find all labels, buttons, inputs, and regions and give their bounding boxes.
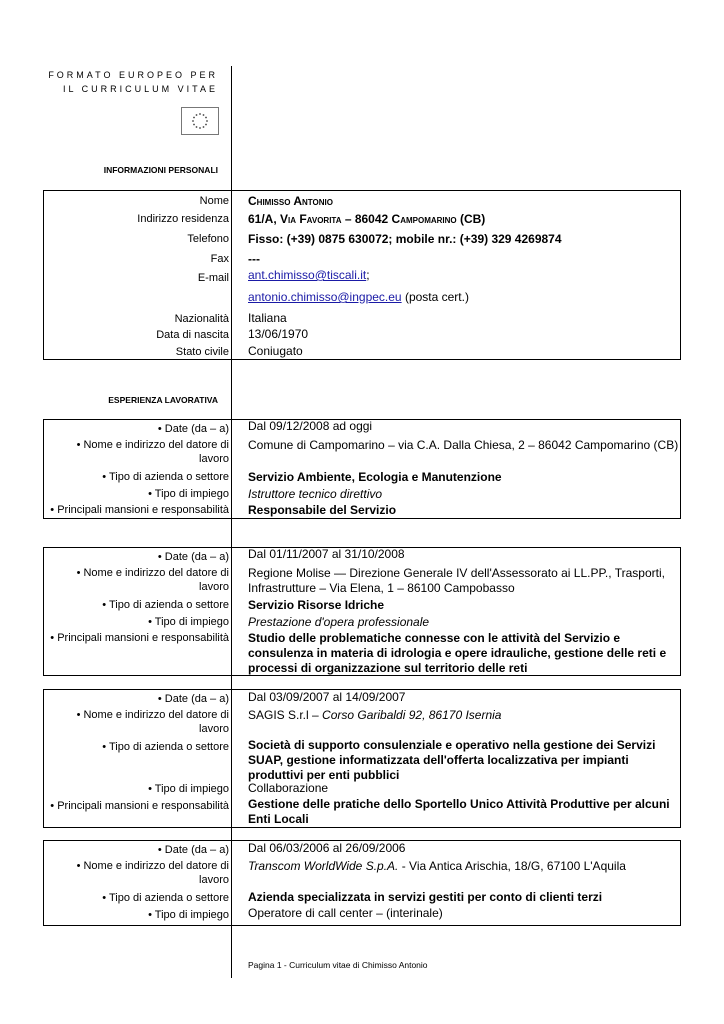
job2-mansioni: Studio delle problematiche connesse con le attività del Servizio e consulenza in materia di idrologia e opere idrauliche, gestione delle reti e processi di organizzazione sul territorio delle reti (248, 631, 667, 675)
value-email-2: antonio.chimisso@ingpec.eu (posta cert.) (248, 290, 469, 304)
label-datore-2: lavoro (199, 874, 229, 886)
label-nome: Nome (199, 195, 229, 207)
label-azienda: • Tipo di azienda o settore (102, 892, 229, 904)
job4-date: Dal 06/03/2006 al 26/09/2006 (248, 841, 406, 855)
job1-date: Dal 09/12/2008 ad oggi (248, 419, 373, 433)
label-azienda: • Tipo di azienda o settore (102, 471, 229, 483)
label-azienda: • Tipo di azienda o settore (102, 741, 229, 753)
email-link-1[interactable]: ant.chimisso@tiscali.it (248, 268, 367, 282)
header-line-1: FORMATO EUROPEO PER (48, 70, 218, 80)
job2-date: Dal 01/11/2007 al 31/10/2008 (248, 547, 405, 561)
job2-datore: Regione Molise — Direzione Generale IV dell'Assessorato ai LL.PP., Trasporti, Infrastrutture – Via Elena, 1 – 86100 Campobasso (248, 566, 665, 595)
page-footer: Pagina 1 - Curriculum vitae di Chimisso Antonio (248, 960, 428, 970)
job4-datore: Transcom WorldWide S.p.A. - Via Antica Arischia, 18/G, 67100 L'Aquila (248, 859, 626, 873)
job3-datore: SAGIS S.r.l – Corso Garibaldi 92, 86170 Isernia (248, 708, 502, 722)
job1-azienda: Servizio Ambiente, Ecologia e Manutenzione (248, 470, 502, 484)
label-datore-2: lavoro (199, 723, 229, 735)
header-line-2: IL CURRICULUM VITAE (62, 84, 218, 94)
job2-impiego: Prestazione d'opera professionale (248, 615, 430, 629)
label-impiego: • Tipo di impiego (148, 488, 229, 500)
job1-mansioni: Responsabile del Servizio (248, 503, 397, 517)
job1-datore: Comune di Campomarino – via C.A. Dalla Chiesa, 2 – 86042 Campomarino (CB) (248, 438, 679, 452)
label-impiego: • Tipo di impiego (148, 783, 229, 795)
value-indirizzo: 61/A, Via Favorita – 86042 Campomarino (CB) (248, 212, 486, 226)
label-mansioni: • Principali mansioni e responsabilità (50, 504, 229, 516)
label-date: • Date (da – a) (157, 693, 229, 705)
value-fax: --- (248, 252, 260, 266)
job4-azienda: Azienda specializzata in servizi gestiti per conto di clienti terzi (248, 890, 603, 904)
label-stato-civile: Stato civile (175, 346, 229, 358)
job3-impiego: Collaborazione (248, 781, 329, 795)
email-link-2[interactable]: antonio.chimisso@ingpec.eu (248, 290, 402, 304)
label-mansioni: • Principali mansioni e responsabilità (50, 800, 229, 812)
label-date: • Date (da – a) (157, 551, 229, 563)
job1-impiego: Istruttore tecnico direttivo (248, 487, 383, 501)
job3-mansioni: Gestione delle pratiche dello Sportello Unico Attività Produttive per alcuni Enti Locali (248, 797, 670, 826)
eu-flag-icon (181, 107, 219, 135)
label-datore: • Nome e indirizzo del datore di (76, 860, 229, 872)
value-stato-civile: Coniugato (248, 344, 303, 358)
label-azienda: • Tipo di azienda o settore (102, 599, 229, 611)
label-fax: Fax (210, 253, 229, 265)
label-datore: • Nome e indirizzo del datore di (76, 567, 229, 579)
label-mansioni: • Principali mansioni e responsabilità (50, 632, 229, 644)
label-telefono: Telefono (187, 233, 229, 245)
label-nascita: Data di nascita (156, 329, 229, 341)
label-email: E-mail (197, 272, 229, 284)
value-nome: Chimisso Antonio (248, 194, 333, 208)
label-datore: • Nome e indirizzo del datore di (76, 709, 229, 721)
label-date: • Date (da – a) (157, 844, 229, 856)
label-impiego: • Tipo di impiego (148, 909, 229, 921)
job3-azienda: Società di supporto consulenziale e operativo nella gestione dei Servizi SUAP, gestione informatizzata dell'offerta localizzativa per impianti produttivi per enti pubblici (248, 738, 656, 782)
label-datore-2: lavoro (199, 453, 229, 465)
label-date: • Date (da – a) (157, 423, 229, 435)
value-email-1: ant.chimisso@tiscali.it; (248, 268, 370, 282)
section-personal-info: INFORMAZIONI PERSONALI (103, 165, 218, 175)
label-datore: • Nome e indirizzo del datore di (76, 439, 229, 451)
label-nazionalita: Nazionalità (174, 313, 229, 325)
job4-impiego: Operatore di call center – (interinale) (248, 906, 443, 920)
label-impiego: • Tipo di impiego (148, 616, 229, 628)
value-nazionalita: Italiana (248, 311, 287, 325)
section-experience: ESPERIENZA LAVORATIVA (108, 395, 218, 405)
job3-date: Dal 03/09/2007 al 14/09/2007 (248, 690, 406, 704)
value-telefono: Fisso: (+39) 0875 630072; mobile nr.: (+39) 329 4269874 (248, 232, 562, 246)
job2-azienda: Servizio Risorse Idriche (248, 598, 385, 612)
value-nascita: 13/06/1970 (248, 327, 309, 341)
label-indirizzo: Indirizzo residenza (137, 213, 229, 225)
label-datore-2: lavoro (199, 581, 229, 593)
